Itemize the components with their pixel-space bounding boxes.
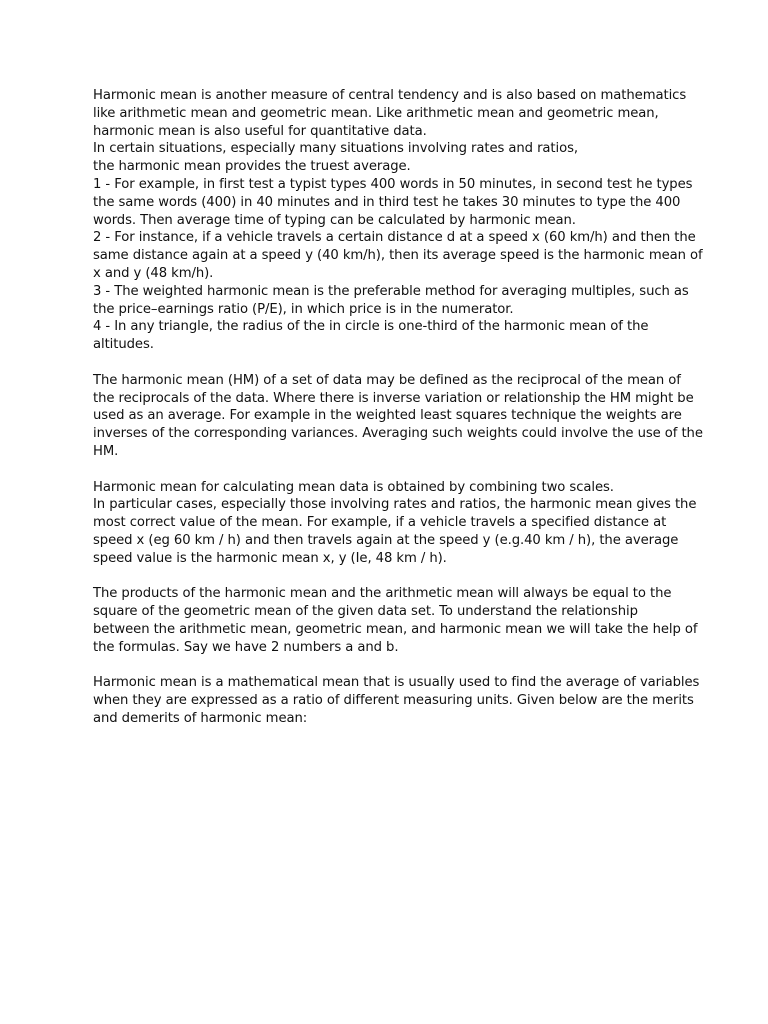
paragraph — [93, 479, 697, 568]
paragraph-spacer — [93, 568, 693, 586]
text-line: the harmonic mean provides the truest average. — [93, 159, 411, 175]
text-line: used as an average. For example in the weighted least squares technique the weights are — [93, 408, 682, 424]
text-line: between the arithmetic mean, geometric mean, and harmonic mean we will take the help of — [93, 621, 698, 637]
text-line: when they are expressed as a ratio of different measuring units. Given below are the merits — [93, 693, 694, 709]
text-line: the price–earnings ratio (P/E), in which price is in the numerator. — [93, 301, 514, 317]
text-line: Harmonic mean for calculating mean data is obtained by combining two scales. — [93, 479, 614, 495]
text-line: and demerits of harmonic mean: — [93, 710, 308, 726]
paragraph — [93, 585, 698, 656]
text-line: Harmonic mean is a mathematical mean that is usually used to find the average of variables — [93, 675, 700, 691]
text-line: the formulas. Say we have 2 numbers a and b. — [93, 639, 399, 655]
text-line: like arithmetic mean and geometric mean. Like arithmetic mean and geometric mean, — [93, 105, 659, 121]
paragraph — [93, 372, 703, 461]
text-line: speed x (eg 60 km / h) and then travels again at the speed y (e.g.40 km / h), the average — [93, 532, 679, 548]
text-line: 2 - For instance, if a vehicle travels a certain distance d at a speed x (60 km/h) and then the — [93, 230, 696, 246]
text-line: 3 - The weighted harmonic mean is the preferable method for averaging multiples, such as — [93, 283, 689, 299]
paragraph-spacer — [93, 354, 693, 372]
paragraph-spacer — [93, 461, 693, 479]
text-line: The harmonic mean (HM) of a set of data may be defined as the reciprocal of the mean of — [93, 372, 681, 388]
text-line: words. Then average time of typing can be calculated by harmonic mean. — [93, 212, 576, 228]
text-line: square of the geometric mean of the given data set. To understand the relationship — [93, 604, 638, 620]
text-line: x and y (48 km/h). — [93, 265, 214, 281]
document-body — [93, 87, 703, 728]
text-line: inverses of the corresponding variances. Averaging such weights could involve the use of the — [93, 426, 703, 442]
paragraph — [93, 674, 700, 727]
text-line: Harmonic mean is another measure of central tendency and is also based on mathematics — [93, 88, 687, 103]
text-line: the same words (400) in 40 minutes and in third test he takes 30 minutes to type the 400 — [93, 194, 681, 210]
text-line: the reciprocals of the data. Where there is inverse variation or relationship the HM might be — [93, 390, 694, 406]
text-line: In certain situations, especially many situations involving rates and ratios, — [93, 141, 578, 157]
text-line: 1 - For example, in first test a typist types 400 words in 50 minutes, in second test he types — [93, 176, 693, 192]
text-line: most correct value of the mean. For example, if a vehicle travels a specified distance at — [93, 515, 667, 531]
paragraph — [93, 87, 703, 354]
text-line: In particular cases, especially those involving rates and ratios, the harmonic mean gives the — [93, 497, 697, 513]
text-line: The products of the harmonic mean and the arithmetic mean will always be equal to the — [93, 586, 672, 602]
text-line: 4 - In any triangle, the radius of the in circle is one-third of the harmonic mean of the — [93, 319, 649, 335]
text-line: speed value is the harmonic mean x, y (Ie, 48 km / h). — [93, 550, 447, 566]
text-line: HM. — [93, 443, 119, 459]
text-line: altitudes. — [93, 337, 154, 353]
paragraph-spacer — [93, 657, 693, 675]
text-line: same distance again at a speed y (40 km/h), then its average speed is the harmonic mean of — [93, 248, 703, 264]
text-line: harmonic mean is also useful for quantitative data. — [93, 123, 427, 139]
